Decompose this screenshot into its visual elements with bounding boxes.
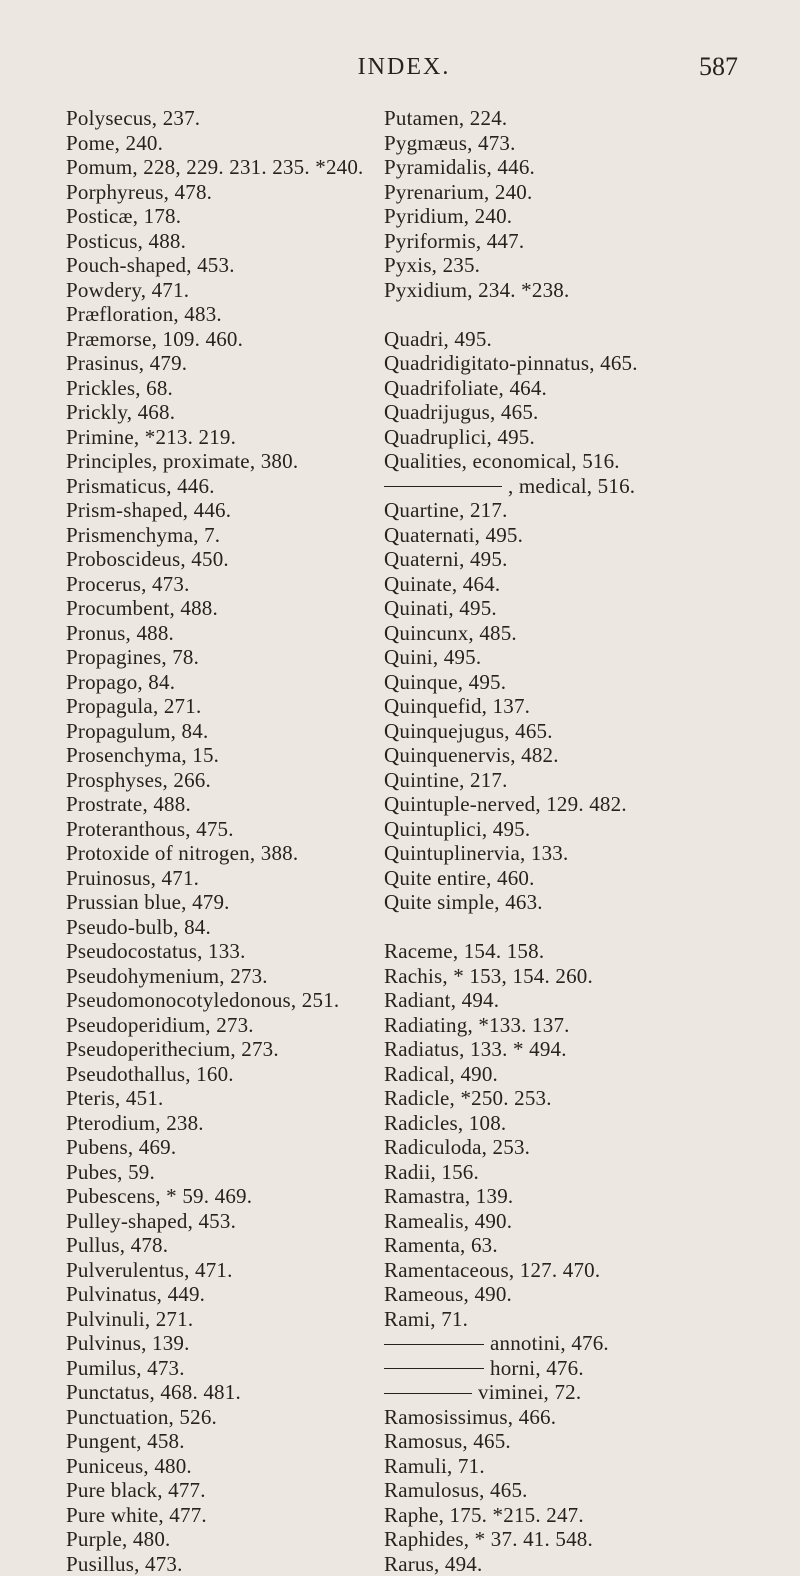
index-entry: Radii, 156.	[384, 1160, 764, 1185]
running-title: INDEX.	[0, 54, 800, 81]
index-entry: Quadrijugus, 465.	[384, 400, 764, 425]
index-entry: Quintuple-nerved, 129. 482.	[384, 792, 764, 817]
index-entry: Pulvinuli, 271.	[66, 1307, 438, 1332]
index-entry: Pronus, 488.	[66, 621, 438, 646]
index-entry: Protoxide of nitrogen, 388.	[66, 841, 438, 866]
index-entry: Rami, 71.	[384, 1307, 764, 1332]
index-entry: Quite entire, 460.	[384, 866, 764, 891]
index-entry: Ramastra, 139.	[384, 1184, 764, 1209]
index-entry: Proboscideus, 450.	[66, 547, 438, 572]
index-entry: Polysecus, 237.	[66, 106, 438, 131]
index-entry: Quite simple, 463.	[384, 890, 764, 915]
index-entry: Quinquefid, 137.	[384, 694, 764, 719]
index-entry: Principles, proximate, 380.	[66, 449, 438, 474]
index-subentry	[384, 1331, 764, 1356]
index-entry: Rarus, 494.	[384, 1552, 764, 1576]
index-entry: Quadri, 495.	[384, 327, 764, 352]
ditto-dash	[384, 1344, 484, 1345]
page-number: 587	[699, 52, 738, 82]
index-entry: Pyriformis, 447.	[384, 229, 764, 254]
index-entry: Putamen, 224.	[384, 106, 764, 131]
index-column-right	[384, 106, 764, 1576]
index-entry: Quintuplinervia, 133.	[384, 841, 764, 866]
index-entry: Pubes, 59.	[66, 1160, 438, 1185]
index-entry: Pulvinatus, 449.	[66, 1282, 438, 1307]
index-entry: Prickles, 68.	[66, 376, 438, 401]
ditto-dash	[384, 1368, 484, 1369]
entry-group-gap	[384, 915, 764, 940]
index-entry: Ramuli, 71.	[384, 1454, 764, 1479]
index-entry: Pyrenarium, 240.	[384, 180, 764, 205]
index-entry: Pyxidium, 234. *238.	[384, 278, 764, 303]
ditto-dash	[384, 486, 502, 487]
index-entry: Puniceus, 480.	[66, 1454, 438, 1479]
index-entry: Raphides, * 37. 41. 548.	[384, 1527, 764, 1552]
index-entry: Præmorse, 109. 460.	[66, 327, 438, 352]
index-entry: Quintuplici, 495.	[384, 817, 764, 842]
index-entry: Prismaticus, 446.	[66, 474, 438, 499]
index-entry: Procerus, 473.	[66, 572, 438, 597]
index-entry: Rachis, * 153, 154. 260.	[384, 964, 764, 989]
index-entry: Pterodium, 238.	[66, 1111, 438, 1136]
index-entry: Pyridium, 240.	[384, 204, 764, 229]
index-entry: Quinate, 464.	[384, 572, 764, 597]
index-entry: Quinquenervis, 482.	[384, 743, 764, 768]
index-entry: Radical, 490.	[384, 1062, 764, 1087]
index-entry: Pouch-shaped, 453.	[66, 253, 438, 278]
index-entry: Pteris, 451.	[66, 1086, 438, 1111]
index-subentry	[384, 1380, 764, 1405]
index-entry: Quinquejugus, 465.	[384, 719, 764, 744]
index-entry: Pomum, 228, 229. 231. 235. *240.	[66, 155, 438, 180]
index-entry: Pseudoperidium, 273.	[66, 1013, 438, 1038]
index-entry: Prosphyses, 266.	[66, 768, 438, 793]
index-entry: Pyxis, 235.	[384, 253, 764, 278]
index-entry: Quadrifoliate, 464.	[384, 376, 764, 401]
index-entry: Posticus, 488.	[66, 229, 438, 254]
index-entry: Pseudothallus, 160.	[66, 1062, 438, 1087]
index-entry: Ramentaceous, 127. 470.	[384, 1258, 764, 1283]
index-entry: Pure black, 477.	[66, 1478, 438, 1503]
index-entry: Quartine, 217.	[384, 498, 764, 523]
index-subentry-text: annotini, 476.	[490, 1331, 609, 1356]
index-entry: Ramealis, 490.	[384, 1209, 764, 1234]
index-entry: Qualities, economical, 516.	[384, 449, 764, 474]
index-entry: Procumbent, 488.	[66, 596, 438, 621]
index-entry: Quinati, 495.	[384, 596, 764, 621]
index-entry: Propagulum, 84.	[66, 719, 438, 744]
index-entry: Pure white, 477.	[66, 1503, 438, 1528]
index-entry: Porphyreus, 478.	[66, 180, 438, 205]
index-entry: Pseudo-bulb, 84.	[66, 915, 438, 940]
index-entry: Pseudomonocotyledonous, 251.	[66, 988, 438, 1013]
page-header	[0, 52, 800, 92]
index-subentry	[384, 474, 764, 499]
index-entry: Pubens, 469.	[66, 1135, 438, 1160]
index-entry: Propago, 84.	[66, 670, 438, 695]
index-entry: Quincunx, 485.	[384, 621, 764, 646]
index-entry: Prism-shaped, 446.	[66, 498, 438, 523]
index-subentry-text: horni, 476.	[490, 1356, 584, 1381]
index-entry: Powdery, 471.	[66, 278, 438, 303]
index-entry: Pseudoperithecium, 273.	[66, 1037, 438, 1062]
index-entry: Radicles, 108.	[384, 1111, 764, 1136]
index-entry: Pumilus, 473.	[66, 1356, 438, 1381]
index-entry: Quaternati, 495.	[384, 523, 764, 548]
index-column-left	[66, 106, 438, 1576]
index-entry: Raceme, 154. 158.	[384, 939, 764, 964]
index-entry: Ramulosus, 465.	[384, 1478, 764, 1503]
index-entry: Primine, *213. 219.	[66, 425, 438, 450]
index-entry: Prickly, 468.	[66, 400, 438, 425]
index-entry: Pome, 240.	[66, 131, 438, 156]
index-entry: Prostrate, 488.	[66, 792, 438, 817]
index-entry: Propagines, 78.	[66, 645, 438, 670]
index-entry: Quini, 495.	[384, 645, 764, 670]
index-entry: Quadridigitato-pinnatus, 465.	[384, 351, 764, 376]
index-entry: Pulverulentus, 471.	[66, 1258, 438, 1283]
index-entry: Proteranthous, 475.	[66, 817, 438, 842]
index-entry: Pullus, 478.	[66, 1233, 438, 1258]
index-subentry-text: viminei, 72.	[478, 1380, 581, 1405]
index-entry: Radiant, 494.	[384, 988, 764, 1013]
index-entry: Radiculoda, 253.	[384, 1135, 764, 1160]
index-entry: Pungent, 458.	[66, 1429, 438, 1454]
index-entry: Pseudocostatus, 133.	[66, 939, 438, 964]
index-entry: Pubescens, * 59. 469.	[66, 1184, 438, 1209]
index-entry: Punctatus, 468. 481.	[66, 1380, 438, 1405]
index-entry: Propagula, 271.	[66, 694, 438, 719]
index-entry: Pyramidalis, 446.	[384, 155, 764, 180]
index-subentry	[384, 1356, 764, 1381]
index-entry: Raphe, 175. *215. 247.	[384, 1503, 764, 1528]
index-entry: Pulvinus, 139.	[66, 1331, 438, 1356]
index-entry: Quaterni, 495.	[384, 547, 764, 572]
index-entry: Rameous, 490.	[384, 1282, 764, 1307]
index-entry: Radiating, *133. 137.	[384, 1013, 764, 1038]
index-entry: Præfloration, 483.	[66, 302, 438, 327]
index-entry: Prismenchyma, 7.	[66, 523, 438, 548]
ditto-dash	[384, 1393, 472, 1394]
index-entry: Ramenta, 63.	[384, 1233, 764, 1258]
index-entry: Pulley-shaped, 453.	[66, 1209, 438, 1234]
index-entry: Posticæ, 178.	[66, 204, 438, 229]
index-entry: Prosenchyma, 15.	[66, 743, 438, 768]
index-subentry-text: , medical, 516.	[508, 474, 635, 499]
index-entry: Purple, 480.	[66, 1527, 438, 1552]
index-entry: Quadruplici, 495.	[384, 425, 764, 450]
index-entry: Prasinus, 479.	[66, 351, 438, 376]
index-entry: Pruinosus, 471.	[66, 866, 438, 891]
index-entry: Quintine, 217.	[384, 768, 764, 793]
index-entry: Pseudohymenium, 273.	[66, 964, 438, 989]
index-entry: Radiatus, 133. * 494.	[384, 1037, 764, 1062]
index-entry: Ramosissimus, 466.	[384, 1405, 764, 1430]
index-entry: Pusillus, 473.	[66, 1552, 438, 1576]
index-entry: Ramosus, 465.	[384, 1429, 764, 1454]
index-entry: Quinque, 495.	[384, 670, 764, 695]
index-entry: Radicle, *250. 253.	[384, 1086, 764, 1111]
index-entry: Pygmæus, 473.	[384, 131, 764, 156]
index-entry: Prussian blue, 479.	[66, 890, 438, 915]
entry-group-gap	[384, 302, 764, 327]
index-entry: Punctuation, 526.	[66, 1405, 438, 1430]
